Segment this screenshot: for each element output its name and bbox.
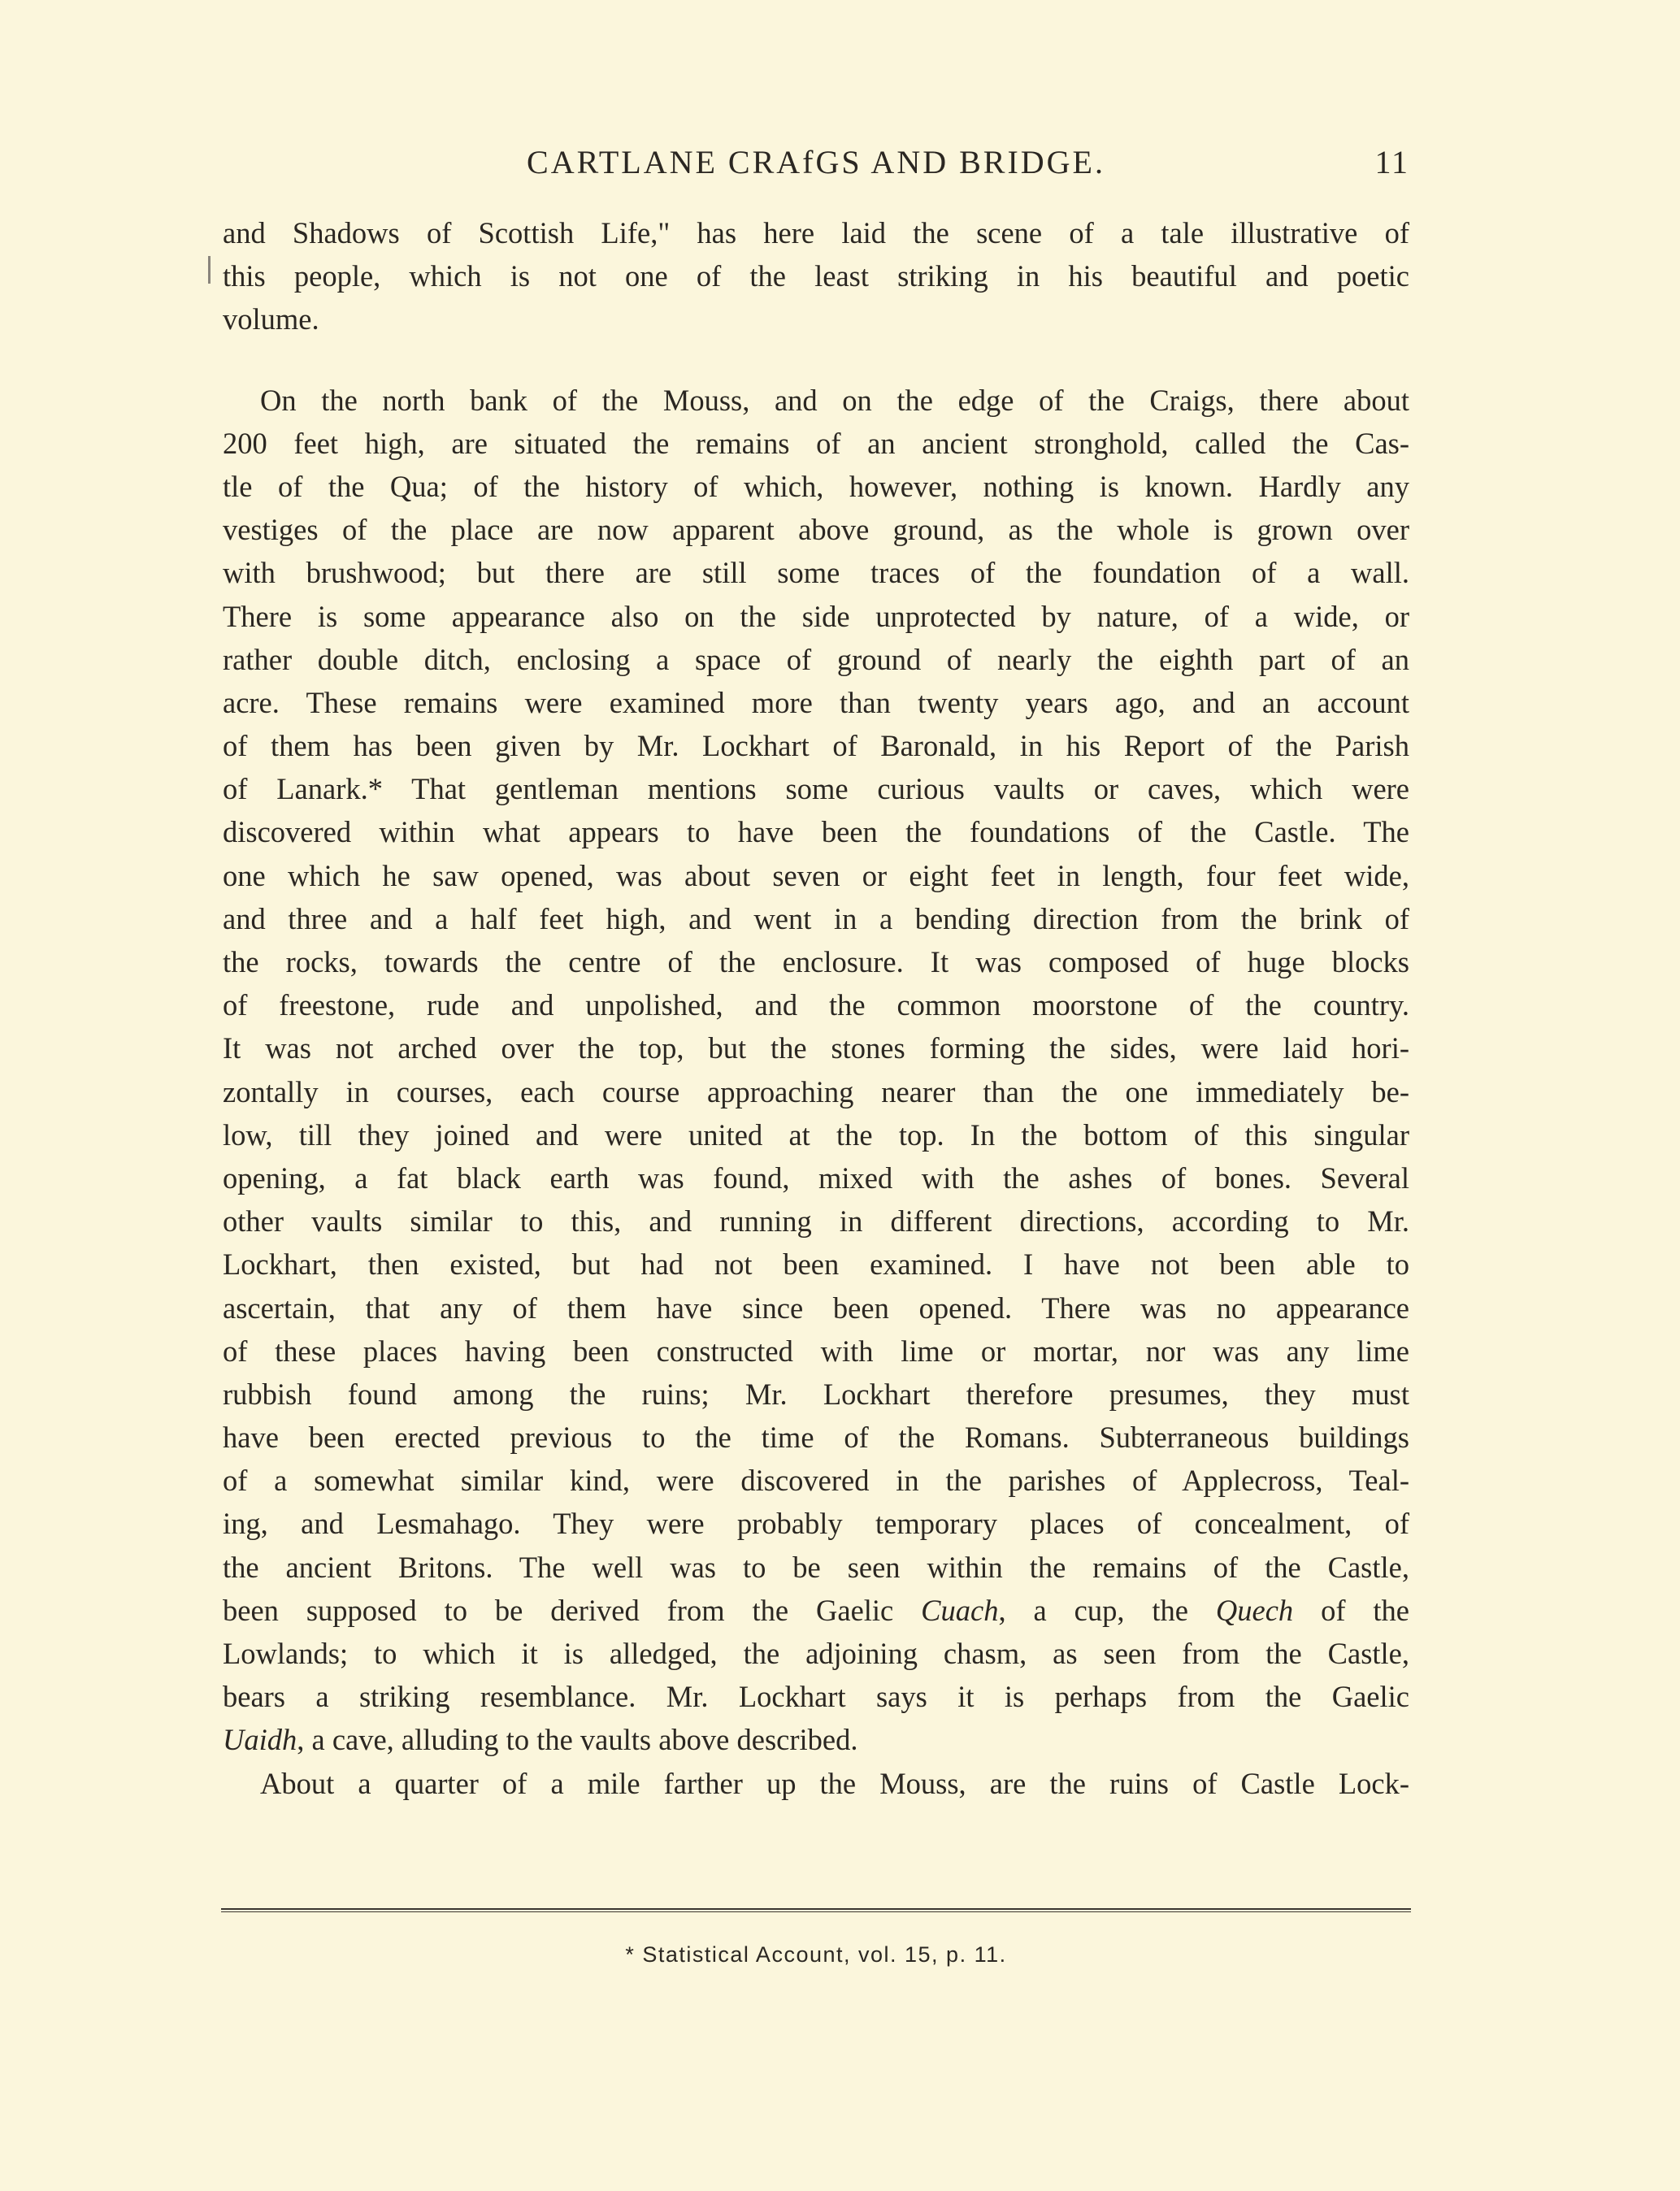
- text-line: and Shadows of Scottish Life," has here laid the scene of a tale illustrative of: [223, 216, 1409, 249]
- text-line: [223, 1589, 1409, 1632]
- text-line: opening, a fat black earth was found, mixed with the ashes of bones. Several: [223, 1161, 1409, 1195]
- text-line: acre. These remains were examined more than twenty years ago, and an account: [223, 685, 1409, 719]
- text-line: have been erected previous to the time of the Romans. Subterraneous buildings: [223, 1421, 1409, 1455]
- text-line: About a quarter of a mile farther up the Mouss, are the ruins of Castle Lock-: [260, 1766, 1409, 1800]
- text-line: of Lanark.* That gentleman mentions some curious vaults or caves, which were: [223, 772, 1409, 806]
- text-line: ascertain, that any of them have since been opened. There was no appearance: [223, 1291, 1409, 1325]
- text-line: zontally in courses, each course approaching nearer than the one immediately be-: [223, 1074, 1409, 1109]
- text-run: , a cave, alluding to the vaults above described.: [297, 1723, 858, 1757]
- text-line: On the north bank of the Mouss, and on the edge of the Craigs, there about: [260, 383, 1409, 417]
- text-line: discovered within what appears to have been the foundations of the Castle. The: [223, 815, 1409, 849]
- text-run: of the: [1293, 1593, 1409, 1627]
- italic-term-uaidh: Uaidh: [223, 1723, 297, 1757]
- footnote-rule: [221, 1908, 1411, 1912]
- text-line: the ancient Britons. The well was to be seen within the remains of the Castle,: [223, 1550, 1409, 1584]
- running-head: [223, 143, 1409, 192]
- text-line: other vaults similar to this, and running in different directions, according to Mr.: [223, 1204, 1409, 1239]
- text-line: Lockhart, then existed, but had not been examined. I have not been able to: [223, 1247, 1409, 1282]
- text-line: vestiges of the place are now apparent above ground, as the whole is grown over: [223, 513, 1409, 547]
- text-run: , a cup, the: [998, 1593, 1216, 1627]
- text-line: and three and a half feet high, and went in a bending direction from the brink of: [223, 901, 1409, 935]
- text-line: with brushwood; but there are still some traces of the foundation of a wall.: [223, 556, 1409, 590]
- page-number: 11: [1374, 144, 1409, 180]
- body-text: [223, 211, 1409, 1805]
- text-line: volume.: [223, 302, 319, 336]
- italic-term-cuach: Cuach: [921, 1593, 999, 1627]
- text-line: one which he saw opened, was about seven or eight feet in length, four feet wide,: [223, 858, 1409, 892]
- text-run: been supposed to be derived from the Gaelic: [223, 1593, 922, 1627]
- italic-term-quech: Quech: [1215, 1593, 1294, 1627]
- text-line: tle of the Qua; of the history of which, however, nothing is known. Hardly any: [223, 469, 1409, 503]
- text-line: bears a striking resemblance. Mr. Lockhart says it is perhaps from the Gaelic: [223, 1680, 1409, 1714]
- text-line: the rocks, towards the centre of the enclosure. It was composed of huge blocks: [223, 945, 1409, 978]
- text-line: of a somewhat similar kind, were discovered in the parishes of Applecross, Teal-: [223, 1464, 1409, 1498]
- text-line: this people, which is not one of the least striking in his beautiful and poetic: [223, 259, 1409, 293]
- footnote: * Statistical Account, vol. 15, p. 11.: [625, 1942, 1007, 1967]
- text-line: ing, and Lesmahago. They were probably temporary places of concealment, of: [223, 1507, 1409, 1541]
- text-line: 200 feet high, are situated the remains of an ancient stronghold, called the Cas-: [223, 426, 1409, 460]
- text-line: It was not arched over the top, but the stones forming the sides, were laid hori-: [223, 1031, 1409, 1065]
- running-title: CARTLANE CRAfGS AND BRIDGE.: [527, 144, 1105, 180]
- text-line: [223, 1718, 1409, 1761]
- text-line: rubbish found among the ruins; Mr. Lockhart therefore presumes, they must: [223, 1377, 1409, 1411]
- paragraph-gap: [223, 341, 1409, 379]
- text-line: Lowlands; to which it is alledged, the adjoining chasm, as seen from the Castle,: [223, 1637, 1409, 1670]
- text-line: low, till they joined and were united at the top. In the bottom of this singular: [223, 1117, 1409, 1152]
- text-line: rather double ditch, enclosing a space of ground of nearly the eighth part of an: [223, 642, 1409, 676]
- margin-mark: [208, 256, 211, 284]
- text-line: of freestone, rude and unpolished, and the common moorstone of the country.: [223, 988, 1409, 1022]
- text-line: of these places having been constructed with lime or mortar, nor was any lime: [223, 1334, 1409, 1368]
- text-line: of them has been given by Mr. Lockhart of Baronald, in his Report of the Parish: [223, 729, 1409, 763]
- text-line: There is some appearance also on the side unprotected by nature, of a wide, or: [223, 599, 1409, 633]
